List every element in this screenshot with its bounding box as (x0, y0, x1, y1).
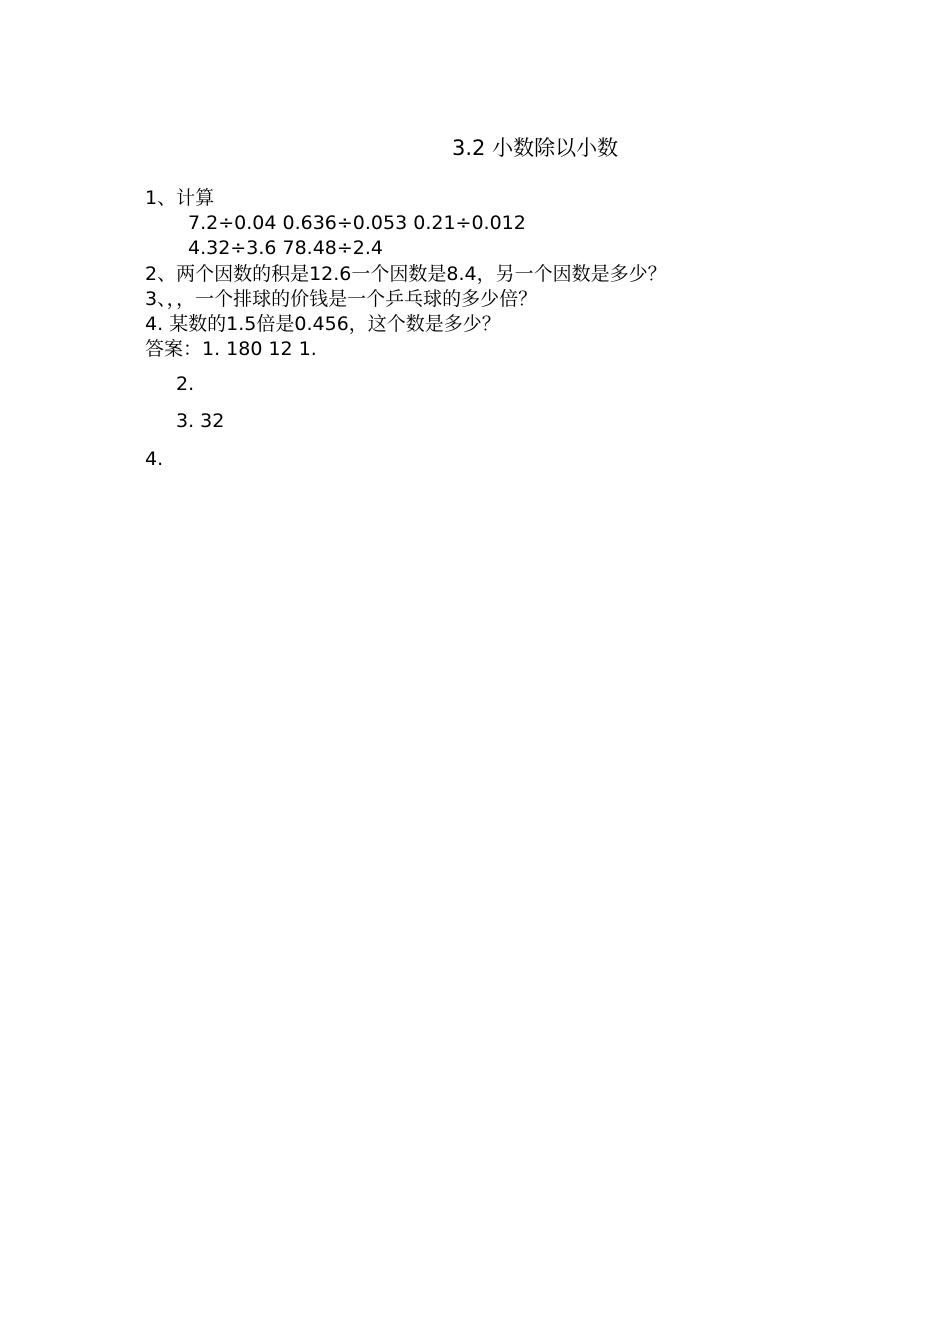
question-1-row-2: 4.32÷3.6 78.48÷2.4 (188, 237, 384, 259)
page-title: 3.2 小数除以小数 (452, 136, 619, 160)
question-3: 3、，，一个排球的价钱是一个乒乓球的多少倍？ (145, 288, 538, 310)
answer-line: 答案：1. 180 12 1. (145, 338, 317, 360)
answer-2: 2. (176, 373, 195, 395)
question-2: 2、两个因数的积是12.6一个因数是8.4，另一个因数是多少？ (145, 263, 667, 285)
question-1-row-1: 7.2÷0.04 0.636÷0.053 0.21÷0.012 (188, 212, 526, 234)
question-4: 4. 某数的1.5倍是0.456，这个数是多少？ (145, 313, 501, 335)
question-1-label: 1、计算 (145, 187, 215, 209)
answer-4: 4. (145, 448, 164, 470)
answer-3: 3. 32 (176, 410, 225, 432)
